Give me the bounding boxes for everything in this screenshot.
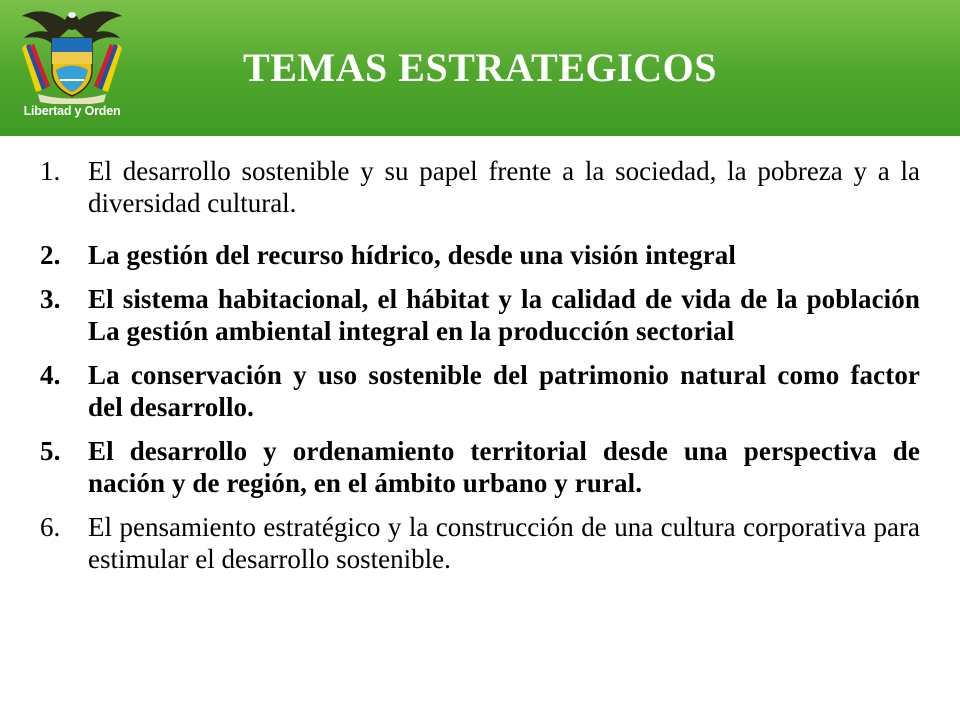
list-item-text: La gestión del recurso hídrico, desde una visión integral xyxy=(88,240,736,270)
list-item-number: 4. xyxy=(40,360,61,390)
list-item xyxy=(40,239,920,271)
list-item-number: 6. xyxy=(40,512,61,542)
list-item-text: El sistema habitacional, el hábitat y la calidad de vida de la población La gestión ambiental integral en la producción sectorial xyxy=(88,284,920,346)
list-item-text: El desarrollo sostenible y su papel frente a la sociedad, la pobreza y a la diversidad cultural. xyxy=(88,156,920,218)
list-item-text: La conservación y uso sostenible del patrimonio natural como factor del desarrollo. xyxy=(88,360,920,422)
list-item xyxy=(40,435,920,499)
list-item-text: El desarrollo y ordenamiento territorial desde una perspectiva de nación y de región, en el ámbito urbano y rural. xyxy=(88,436,920,498)
topic-list xyxy=(40,155,920,575)
page-title: TEMAS ESTRATEGICOS xyxy=(243,45,717,90)
list-item xyxy=(40,359,920,423)
list-item xyxy=(40,283,920,347)
list-item xyxy=(40,511,920,575)
list-item xyxy=(40,155,920,219)
list-item-number: 5. xyxy=(40,436,61,466)
list-item-number: 3. xyxy=(40,284,61,314)
list-item-number: 1. xyxy=(40,156,61,186)
coat-of-arms-logo xyxy=(8,4,136,132)
header-banner xyxy=(0,0,960,136)
list-item-number: 2. xyxy=(40,240,61,270)
topic-list-container xyxy=(40,155,920,575)
coat-of-arms-icon xyxy=(8,4,136,104)
logo-caption: Libertad y Orden xyxy=(23,104,121,118)
list-item-text: El pensamiento estratégico y la construcción de una cultura corporativa para estimular el desarrollo sostenible. xyxy=(88,512,920,574)
